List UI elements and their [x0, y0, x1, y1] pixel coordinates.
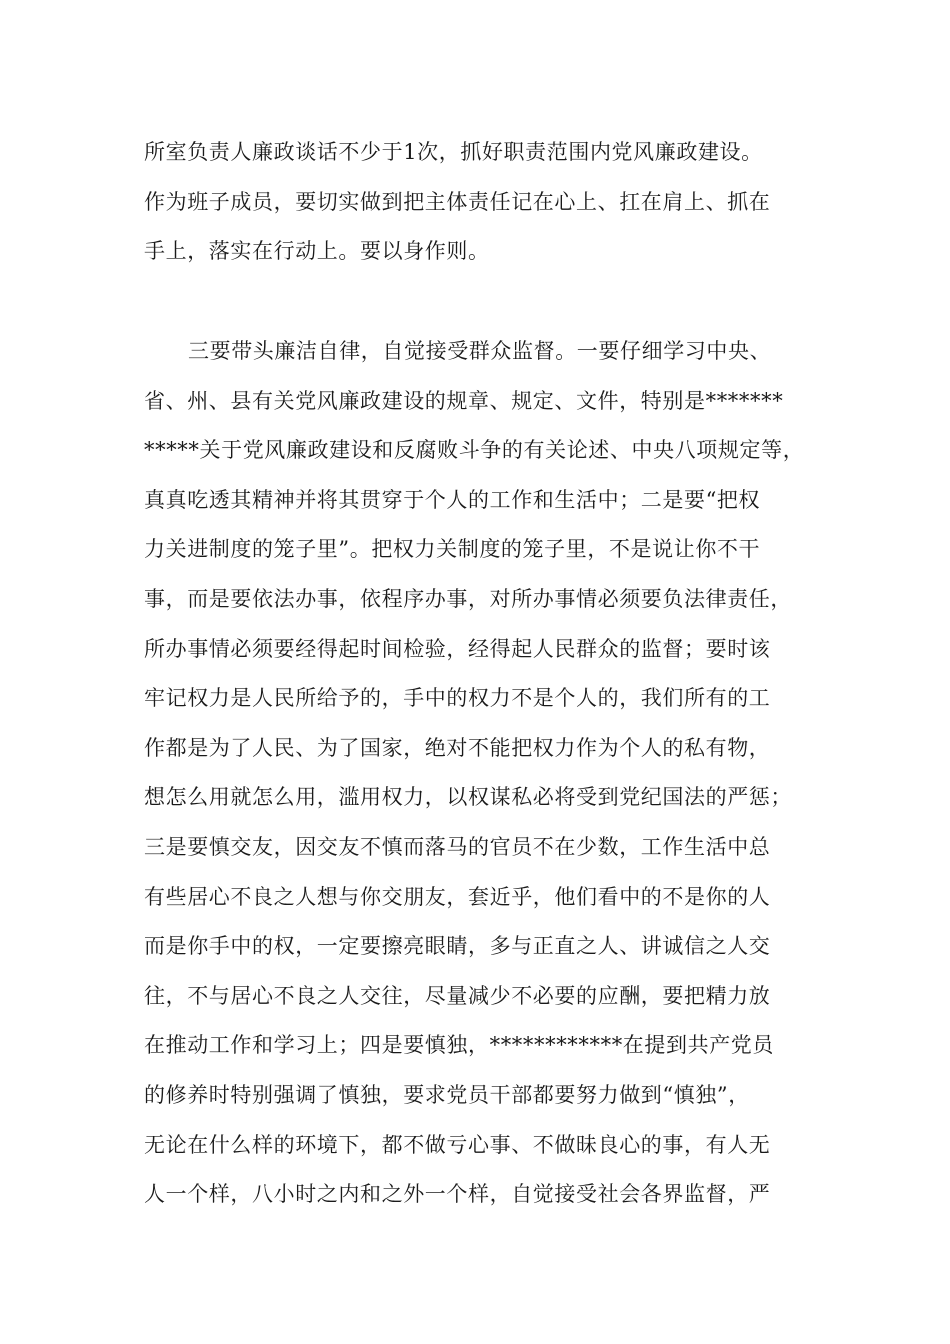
text-line: 想怎么用就怎么用，滥用权力，以权谋私必将受到党纪国法的严惩；: [144, 785, 792, 810]
paragraph-2: [144, 327, 824, 1269]
text-line: 牢记权力是人民所给予的，手中的权力不是个人的，我们所有的工: [144, 686, 771, 711]
text-line: 有些居心不良之人想与你交朋友，套近乎，他们看中的不是你的人: [144, 884, 771, 909]
text-line: 手上，落实在行动上。要以身作则。: [144, 239, 490, 264]
text-line: 所室负责人廉政谈话不少于1次，抓好职责范围内党风廉政建设。: [144, 140, 763, 164]
text-line: 三是要慎交友，因交友不慎而落马的官员不在少数，工作生活中总: [144, 834, 771, 859]
text-line: 而是你手中的权，一定要擦亮眼睛，多与正直之人、讲诚信之人交: [144, 934, 771, 959]
text-line: 省、州、县有关党风廉政建设的规章、规定、文件，特别是*******: [144, 388, 784, 413]
text-line: 的修养时特别强调了慎独，要求党员干部都要努力做到“慎独”，: [144, 1082, 750, 1107]
text-line: 人一个样，八小时之内和之外一个样，自觉接受社会各界监督，严: [144, 1182, 771, 1207]
text-line: *****关于党风廉政建设和反腐败斗争的有关论述、中央八项规定等，: [144, 438, 805, 463]
text-line: 无论在什么样的环境下，都不做亏心事、不做昧良心的事，有人无: [144, 1132, 771, 1157]
text-line: 所办事情必须要经得起时间检验，经得起人民群众的监督；要时该: [144, 636, 771, 661]
text-line: 作都是为了人民、为了国家，绝对不能把权力作为个人的私有物，: [144, 735, 771, 760]
text-line: [144, 1220, 824, 1270]
text-line: 事，而是要依法办事，依程序办事，对所办事情必须要负法律责任，: [144, 586, 792, 611]
text-line: 力关进制度的笼子里”。把权力关制度的笼子里，不是说让你不干: [144, 537, 761, 562]
text-line: 真真吃透其精神并将其贯穿于个人的工作和生活中；二是要“把权: [144, 487, 761, 512]
text-line: 在推动工作和学习上；四是要慎独，************在提到共产党员: [144, 1033, 774, 1058]
text-line: 作为班子成员，要切实做到把主体责任记在心上、扛在肩上、抓在: [144, 189, 771, 214]
text-line: 三要带头廉洁自律，自觉接受群众监督。一要仔细学习中央、: [188, 339, 772, 363]
text-line: 往，不与居心不良之人交往，尽量减少不必要的应酬，要把精力放: [144, 983, 771, 1008]
paragraph-1: [144, 128, 824, 277]
